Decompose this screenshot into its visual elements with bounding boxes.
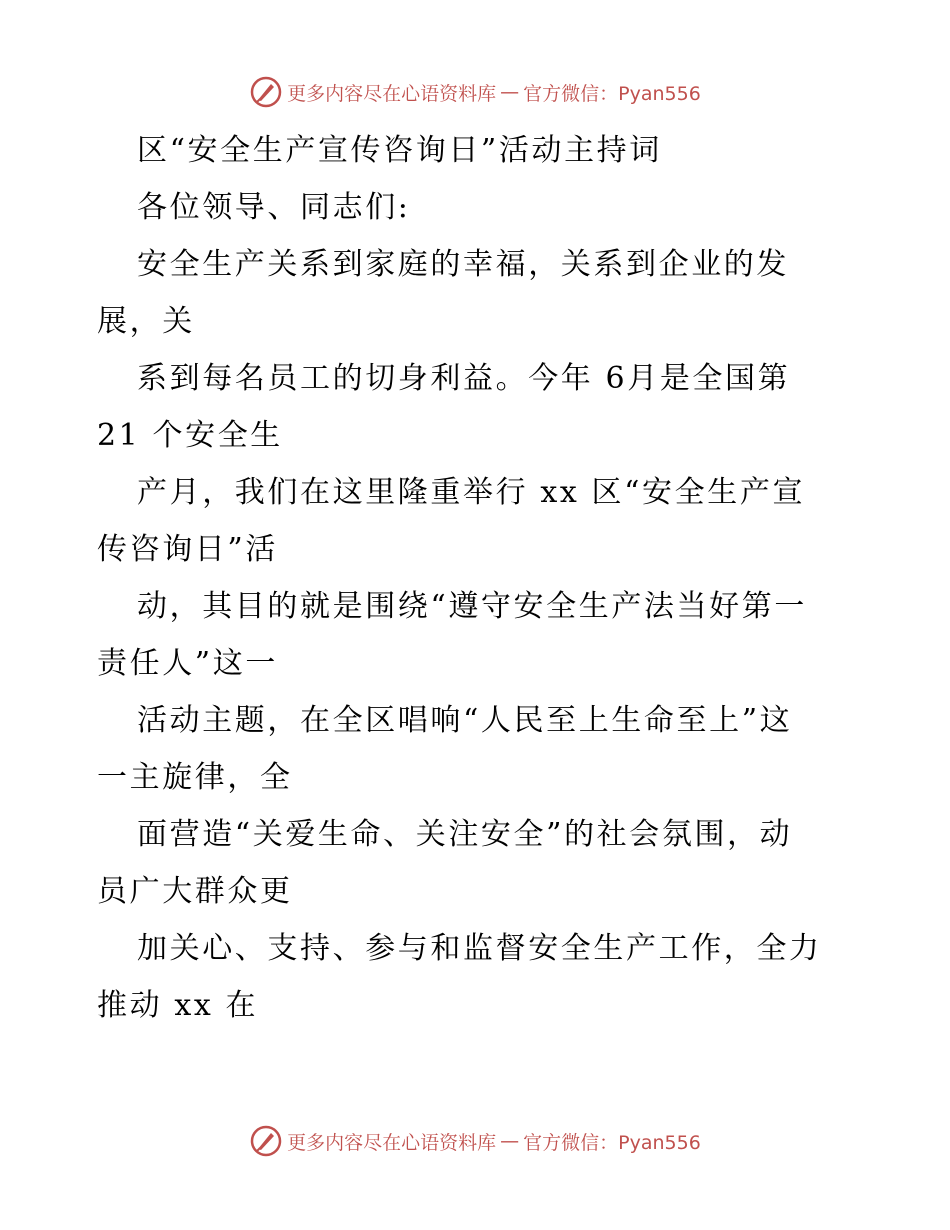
doc-line: 系到每名员工的切身利益。今年 6月是全国第	[137, 361, 791, 396]
doc-salutation: 各位领导、同志们:	[137, 190, 411, 225]
footer-banner-wechat: 官方微信：Pyan556	[523, 1131, 701, 1154]
header-banner-wechat: 官方微信：Pyan556	[523, 82, 701, 105]
doc-line: 一主旋律，全	[97, 760, 293, 795]
doc-line: 安全生产关系到家庭的幸福，关系到企业的发	[137, 247, 789, 282]
doc-line: 动，其目的就是围绕“遵守安全生产法当好第一	[137, 589, 807, 624]
header-banner-text-main: 更多内容尽在心语资料库	[287, 82, 497, 105]
doc-line: 活动主题，在全区唱响“人民至上生命至上”这	[137, 703, 793, 738]
header-banner-content	[249, 75, 701, 109]
header-banner-separator: —	[500, 81, 520, 103]
doc-title: 区“安全生产宣传咨询日”活动主持词	[137, 133, 662, 168]
footer-banner-separator: —	[500, 1130, 520, 1152]
doc-line: 员广大群众更	[97, 874, 293, 909]
doc-line: 面营造“关爱生命、关注安全”的社会氛围，动	[137, 817, 793, 852]
doc-line: 责任人”这一	[97, 646, 278, 681]
footer-banner	[0, 1121, 950, 1161]
header-banner	[0, 72, 950, 112]
footer-banner-text-main: 更多内容尽在心语资料库	[287, 1131, 497, 1154]
quill-pen-logo-icon	[249, 75, 283, 109]
doc-line: 产月，我们在这里隆重举行 xx 区“安全生产宣	[137, 475, 806, 510]
doc-line: 传咨询日”活	[97, 532, 278, 567]
doc-line: 加关心、支持、参与和监督安全生产工作，全力	[137, 931, 822, 966]
doc-line: 展，关	[97, 304, 195, 339]
doc-line: 推动 xx 在	[97, 988, 259, 1023]
document-body	[97, 122, 857, 1034]
footer-banner-content	[249, 1124, 701, 1158]
doc-line: 21 个安全生	[97, 418, 283, 453]
quill-pen-logo-icon	[249, 1124, 283, 1158]
